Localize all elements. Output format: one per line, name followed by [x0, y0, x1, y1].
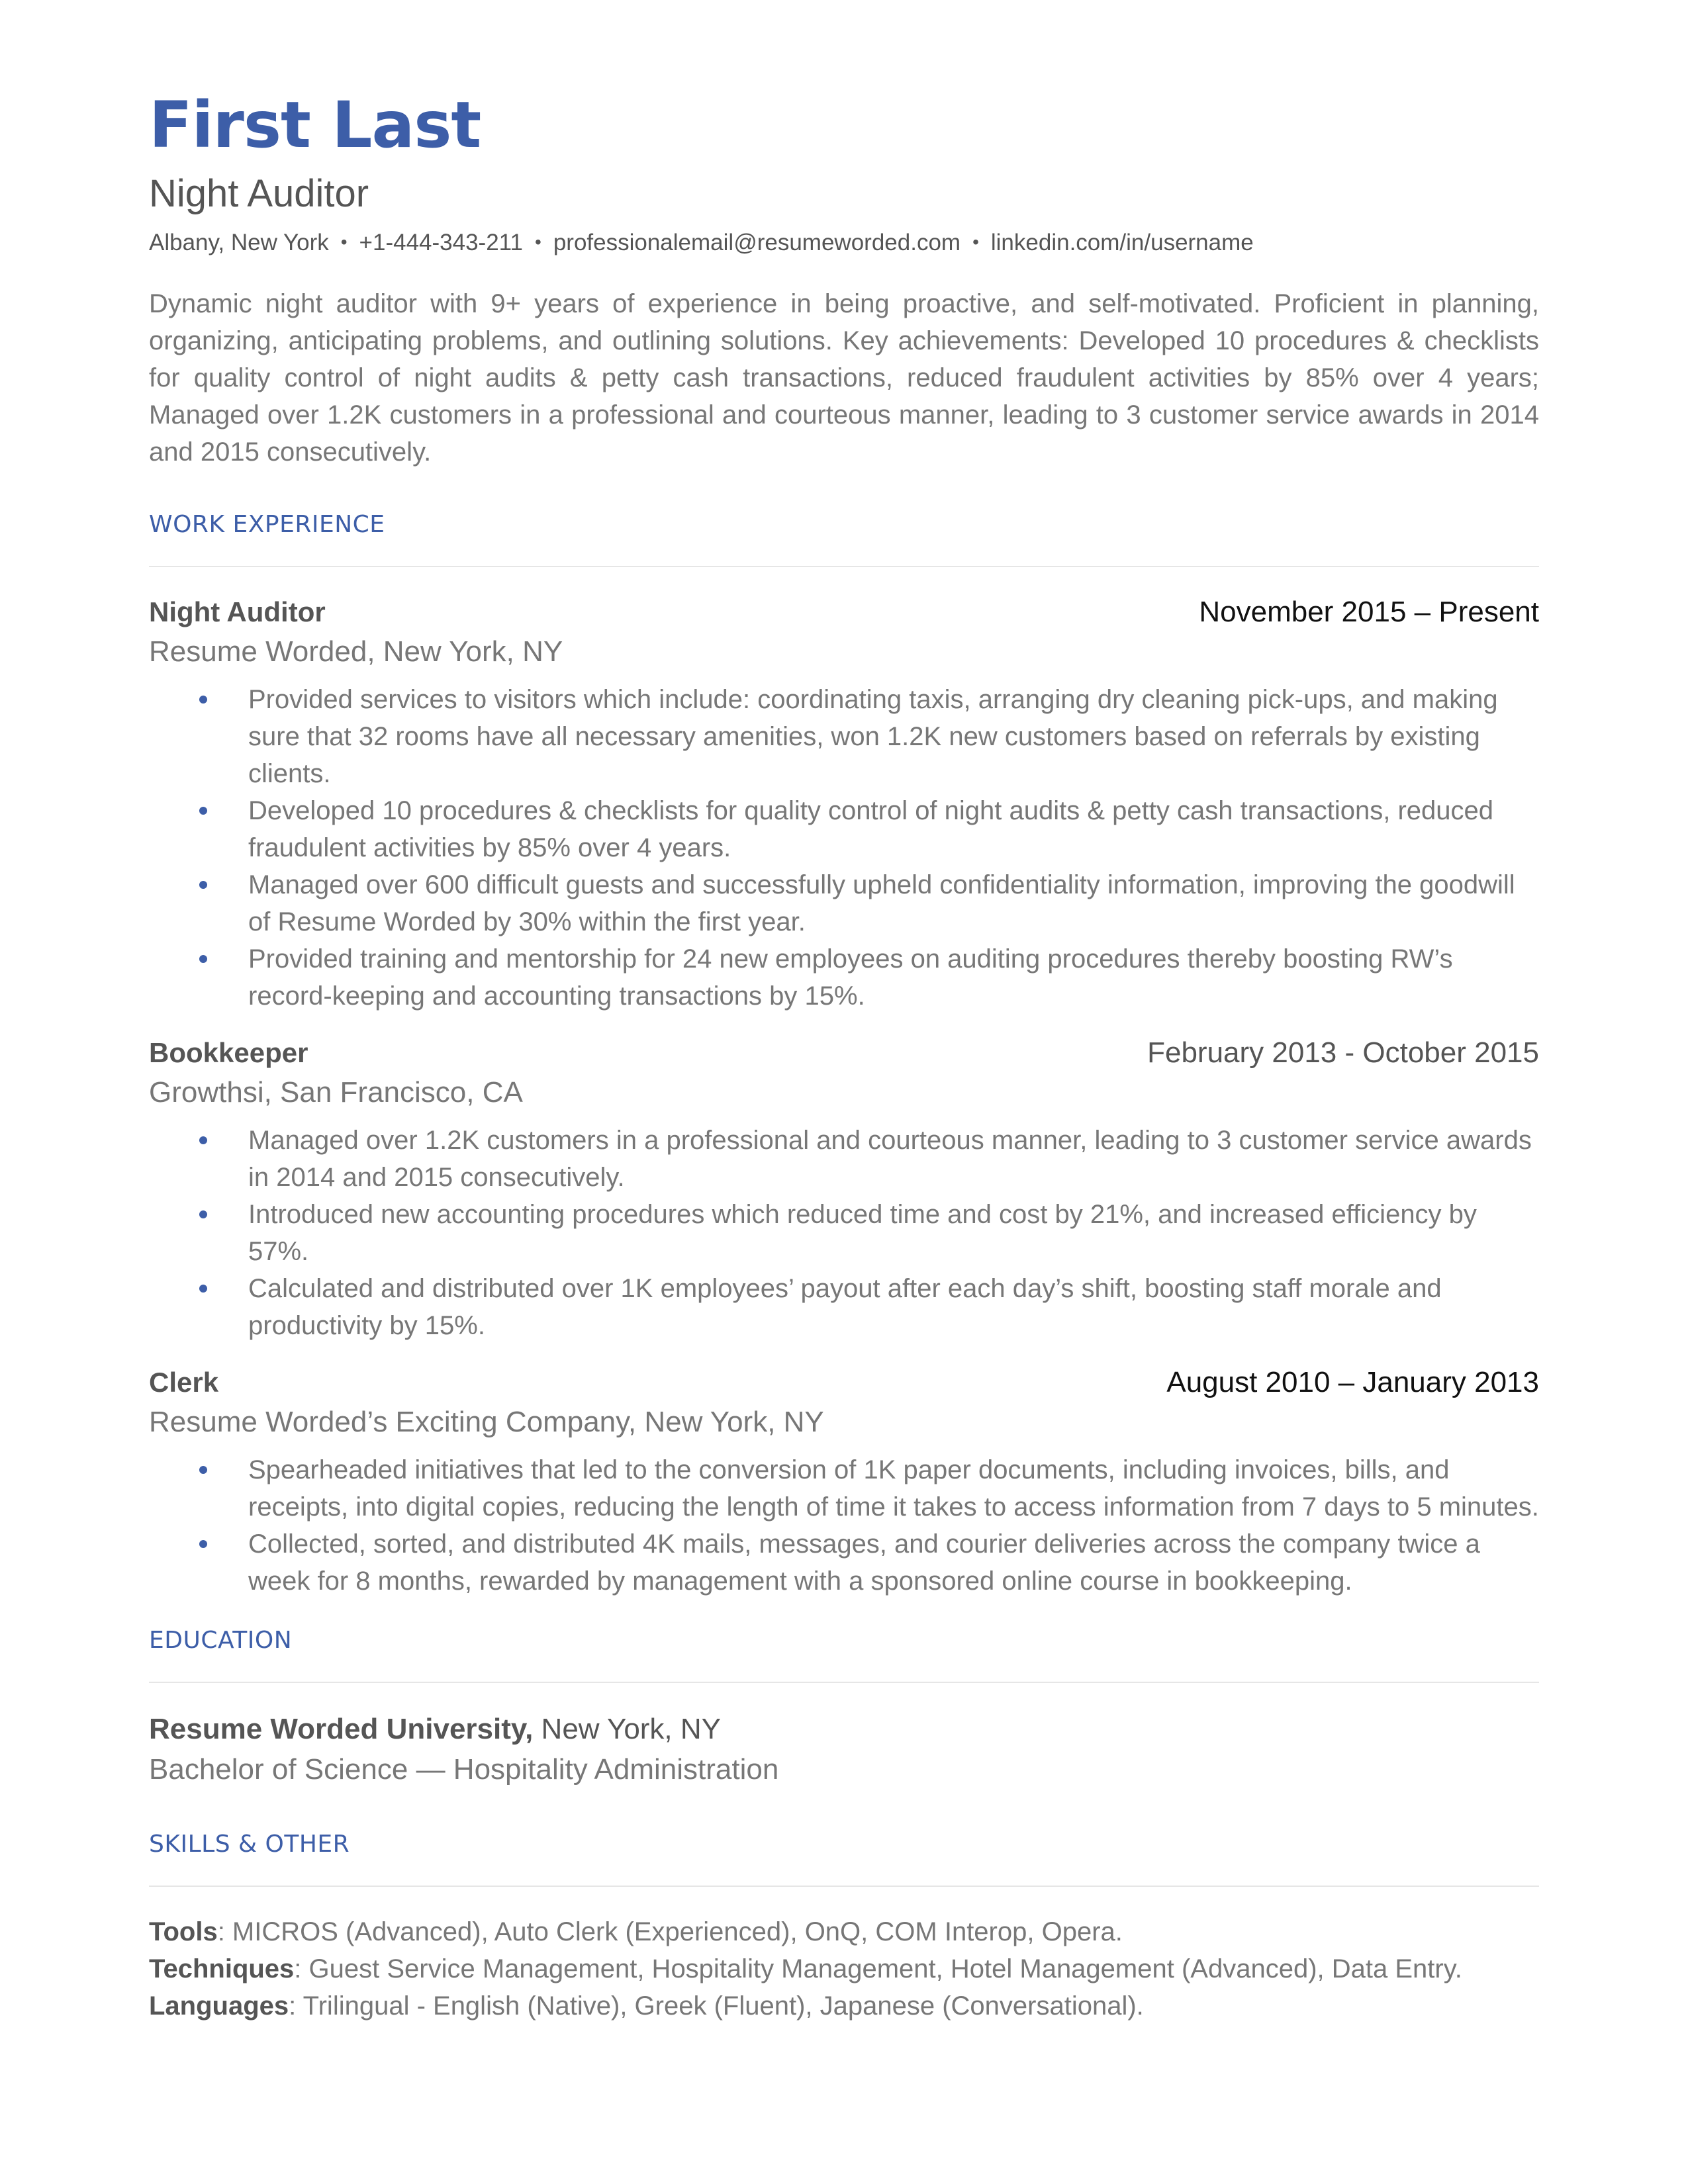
- job-bullet: Managed over 1.2K customers in a professional and courteous manner, leading to 3 customer service awards in 2014 and 2015 consecutively.: [248, 1122, 1539, 1196]
- section-heading-education: EDUCATION: [149, 1627, 293, 1654]
- skill-value: : Guest Service Management, Hospitality Management, Hotel Management (Advanced), Data Entry.: [294, 1954, 1462, 1983]
- job-bullets: [149, 1122, 1539, 1344]
- skill-label: Languages: [149, 1991, 289, 2021]
- section-divider: [149, 1886, 1539, 1887]
- job-bullet: Collected, sorted, and distributed 4K mails, messages, and courier deliveries across the company twice a week for 8 months, rewarded by management with a sponsored online course in bookkeeping.: [248, 1525, 1539, 1600]
- contact-line: [149, 226, 1539, 259]
- contact-email: professionalemail@resumeworded.com: [553, 230, 961, 255]
- job-bullet: Introduced new accounting procedures which reduced time and cost by 21%, and increased efficiency by 57%.: [248, 1196, 1539, 1270]
- skill-value: : MICROS (Advanced), Auto Clerk (Experienced), OnQ, COM Interop, Opera.: [217, 1917, 1123, 1946]
- job-entry: [149, 1364, 1539, 1600]
- skill-value: : Trilingual - English (Native), Greek (Fluent), Japanese (Conversational).: [289, 1991, 1144, 2021]
- contact-separator: •: [535, 232, 541, 252]
- contact-location: Albany, New York: [149, 230, 329, 255]
- job-bullet: Provided training and mentorship for 24 new employees on auditing procedures thereby boosting RW’s record-keeping and accounting transactions by 15%.: [248, 940, 1539, 1015]
- skill-label: Techniques: [149, 1954, 295, 1983]
- job-dates: February 2013 - October 2015: [1147, 1036, 1539, 1069]
- job-role: Night Auditor: [149, 596, 326, 627]
- job-bullet: Managed over 600 difficult guests and successfully upheld confidentiality information, improving the goodwill of Resume Worded by 30% within the first year.: [248, 866, 1539, 940]
- professional-summary: Dynamic night auditor with 9+ years of experience in being proactive, and self-motivated. Proficient in planning, organizing, anticipating problems, and outlining solutions. Key achievements: Developed 10 procedures & checklists for quality control of night audits & petty cash transactions, reduced fraudulent activities by 85% over 4 years; Managed over 1.2K customers in a professional and courteous manner, leading to 3 customer service awards in 2014 and 2015 consecutively.: [149, 289, 1539, 467]
- job-dates: August 2010 – January 2013: [1166, 1366, 1539, 1398]
- job-header: [149, 1034, 1539, 1071]
- job-entry: [149, 594, 1539, 1015]
- job-company: Growthsi, San Francisco, CA: [149, 1076, 523, 1109]
- skill-line-techniques: [149, 1950, 1539, 1987]
- skill-line-languages: [149, 1987, 1539, 2025]
- skill-label: Tools: [149, 1917, 218, 1946]
- section-divider: [149, 566, 1539, 567]
- job-bullet: Developed 10 procedures & checklists for quality control of night audits & petty cash transactions, reduced fraudulent activities by 85% over 4 years.: [248, 792, 1539, 866]
- job-bullets: [149, 681, 1539, 1015]
- contact-separator: •: [340, 232, 348, 252]
- job-role: Clerk: [149, 1367, 219, 1398]
- education-location: New York, NY: [533, 1713, 722, 1745]
- contact-separator: •: [972, 232, 979, 252]
- skill-line-tools: [149, 1913, 1539, 1950]
- education-degree: Bachelor of Science — Hospitality Administration: [149, 1753, 779, 1786]
- job-header: [149, 1364, 1539, 1401]
- job-company: Resume Worded’s Exciting Company, New York, NY: [149, 1406, 824, 1438]
- job-dates: November 2015 – Present: [1199, 596, 1539, 628]
- section-divider: [149, 1682, 1539, 1683]
- job-bullet: Calculated and distributed over 1K employees’ payout after each day’s shift, boosting staff morale and productivity by 15%.: [248, 1270, 1539, 1344]
- job-company: Resume Worded, New York, NY: [149, 635, 563, 668]
- section-heading-work: WORK EXPERIENCE: [149, 511, 385, 538]
- job-bullet: Spearheaded initiatives that led to the conversion of 1K paper documents, including invoices, bills, and receipts, into digital copies, reducing the length of time it takes to access information from 7 days to 5 minutes.: [248, 1451, 1539, 1525]
- contact-linkedin: linkedin.com/in/username: [990, 230, 1254, 255]
- job-entry: [149, 1034, 1539, 1344]
- job-header: [149, 594, 1539, 631]
- contact-phone: +1-444-343-211: [359, 230, 524, 255]
- candidate-title: Night Auditor: [149, 172, 369, 215]
- section-heading-skills: SKILLS & OTHER: [149, 1831, 350, 1858]
- candidate-name: First Last: [149, 88, 481, 162]
- education-school: Resume Worded University,: [149, 1713, 534, 1745]
- job-bullet: Provided services to visitors which include: coordinating taxis, arranging dry cleaning pick-ups, and making sure that 32 rooms have all necessary amenities, won 1.2K new customers based on referrals by existing clients.: [248, 681, 1539, 792]
- job-bullets: [149, 1451, 1539, 1600]
- job-role: Bookkeeper: [149, 1037, 308, 1068]
- education-school-line: [149, 1709, 1539, 1749]
